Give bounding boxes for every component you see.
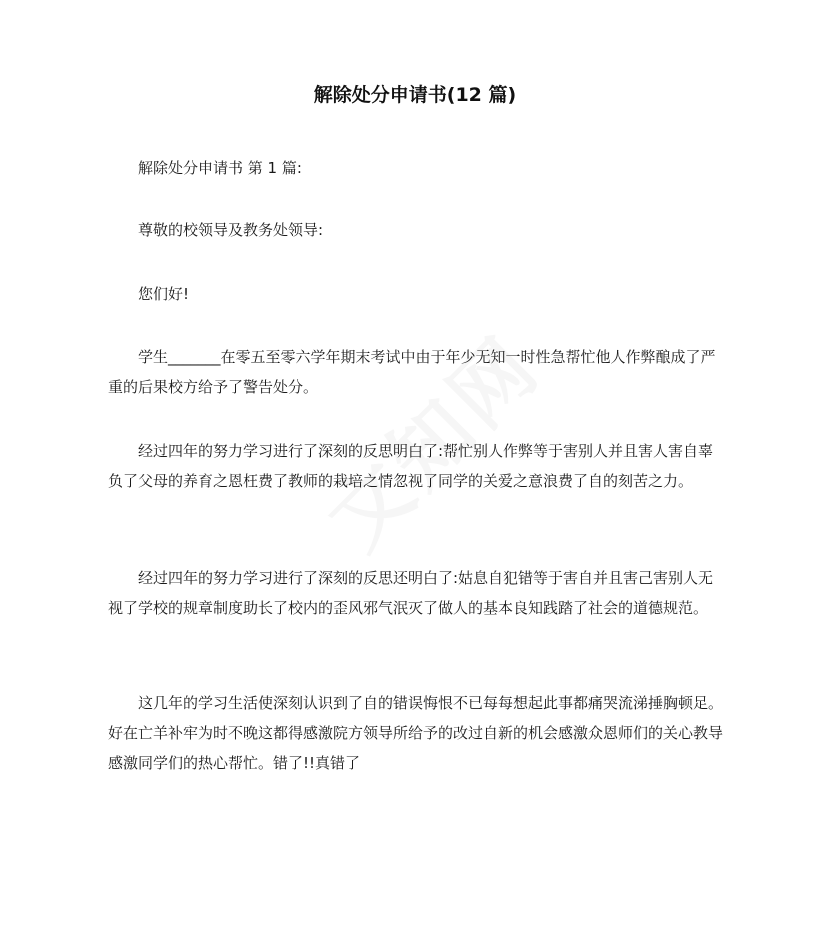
paragraph-body-4: 这几年的学习生活使深刻认识到了自的错误悔恨不已每每想起此事都痛哭流涕捶胸顿足。好在亡羊补牢为时不晚这都得感激院方领导所给予的改过自新的机会感激众恩师们的关心教导感激同学们的热心帮忙。错了!!真错了 bbox=[108, 694, 724, 772]
paragraph-body-2: 经过四年的努力学习进行了深刻的反思明白了:帮忙别人作弊等于害别人并且害人害自辜负了父母的养育之恩枉费了教师的栽培之情忽视了同学的关爱之意浪费了自的刻苦之力。 bbox=[108, 442, 714, 490]
paragraph-salutation: 尊敬的校领导及教务处领导: bbox=[138, 221, 324, 239]
document-title: 解除处分申请书(12 篇) bbox=[313, 84, 517, 106]
paragraph-heading: 解除处分申请书 第 1 篇: bbox=[138, 159, 302, 177]
paragraph-greeting: 您们好! bbox=[138, 285, 190, 303]
paragraph-body-3: 经过四年的努力学习进行了深刻的反思还明白了:姑息自犯错等于害自并且害己害别人无视了学校的规章制度助长了校内的歪风邪气泯灭了做人的基本良知践踏了社会的道德规范。 bbox=[108, 569, 714, 617]
paragraph-body-1: 学生_______在零五至零六学年期末考试中由于年少无知一时性急帮忙他人作弊酿成了严重的后果校方给予了警告处分。 bbox=[108, 348, 716, 396]
